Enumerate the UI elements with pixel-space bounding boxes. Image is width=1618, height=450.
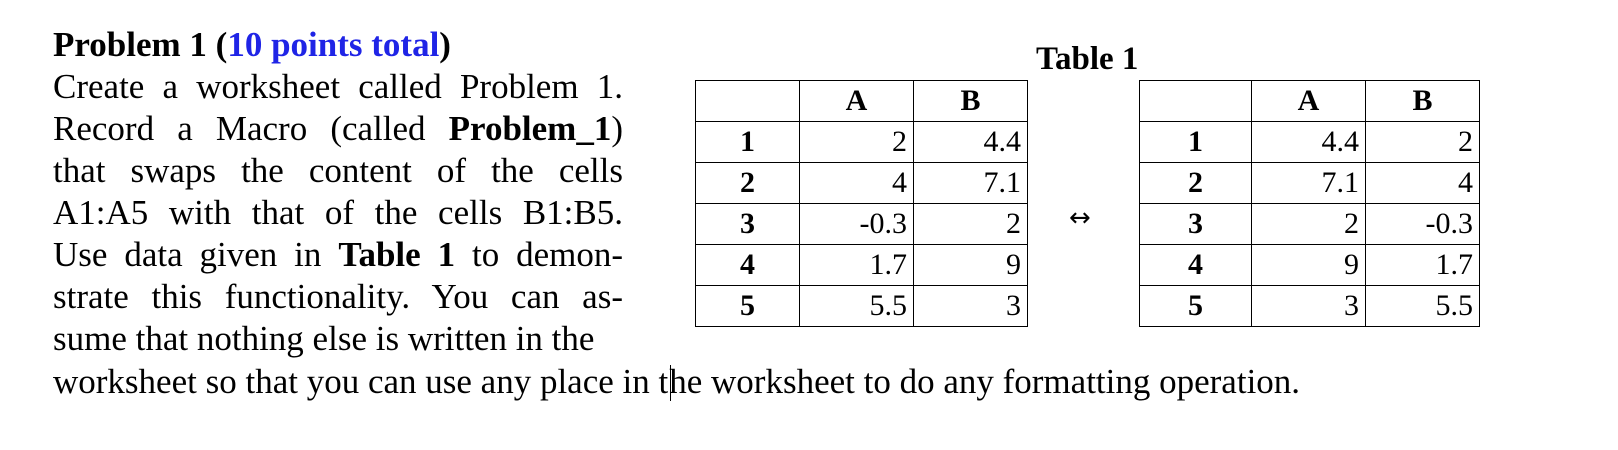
table-row — [1140, 122, 1480, 163]
column-header-a: A — [800, 81, 914, 122]
cell-b: 7.1 — [914, 163, 1028, 204]
problem-line-8-end: he worksheet to do any formatting operation. — [669, 362, 1301, 401]
row-header: 2 — [696, 163, 800, 204]
table-row — [696, 122, 1028, 163]
table-row — [1140, 163, 1480, 204]
row-header: 2 — [1140, 163, 1252, 204]
column-header-a: A — [1252, 81, 1366, 122]
cell-a: 4 — [800, 163, 914, 204]
table-row — [696, 245, 1028, 286]
cell-b: 1.7 — [1366, 245, 1480, 286]
corner-cell — [696, 81, 800, 122]
row-header: 3 — [696, 204, 800, 245]
problem-line-2-text: Record a Macro (called — [53, 109, 426, 148]
cell-b: 2 — [1366, 122, 1480, 163]
table-header-row — [1140, 81, 1480, 122]
table-reference: Table 1 — [338, 235, 456, 274]
cell-a: 7.1 — [1252, 163, 1366, 204]
cell-a: 4.4 — [1252, 122, 1366, 163]
table-after-swap — [1139, 80, 1480, 327]
corner-cell — [1140, 81, 1252, 122]
row-header: 5 — [696, 286, 800, 327]
row-header: 4 — [696, 245, 800, 286]
table-row — [696, 163, 1028, 204]
table-before-swap — [695, 80, 1028, 327]
problem-line-5-start: Use data given in — [53, 235, 322, 274]
problem-line-7: sume that nothing else is written in the — [53, 319, 595, 358]
cell-a: 1.7 — [800, 245, 914, 286]
table-row — [1140, 286, 1480, 327]
problem-line-8-start: worksheet so that you can use any place in t — [53, 362, 669, 401]
macro-name: Problem_1 — [448, 109, 612, 148]
points-total: 10 points total — [227, 25, 440, 64]
table-row — [696, 286, 1028, 327]
cell-b: 3 — [914, 286, 1028, 327]
cell-b: 4 — [1366, 163, 1480, 204]
cell-a: -0.3 — [800, 204, 914, 245]
cell-a: 5.5 — [800, 286, 914, 327]
table-row — [1140, 245, 1480, 286]
cell-a: 3 — [1252, 286, 1366, 327]
row-header: 5 — [1140, 286, 1252, 327]
problem-line-2-close: ) — [611, 109, 623, 148]
table-caption: Table 1 — [1036, 41, 1139, 77]
problem-line-6: strate this functionality. You can as- — [53, 277, 623, 316]
table-row — [1140, 204, 1480, 245]
points-close-paren: ) — [439, 25, 451, 64]
table-header-row — [696, 81, 1028, 122]
cell-a: 2 — [1252, 204, 1366, 245]
problem-heading — [53, 24, 623, 66]
column-header-b: B — [914, 81, 1028, 122]
table-row — [696, 204, 1028, 245]
cell-b: -0.3 — [1366, 204, 1480, 245]
cell-a: 9 — [1252, 245, 1366, 286]
row-header: 1 — [1140, 122, 1252, 163]
column-header-b: B — [1366, 81, 1480, 122]
points-open-paren: ( — [215, 25, 228, 64]
problem-line-5-end: to demon- — [471, 235, 624, 274]
row-header: 3 — [1140, 204, 1252, 245]
row-header: 1 — [696, 122, 800, 163]
problem-line-4: A1:A5 with that of the cells B1:B5. — [53, 193, 623, 232]
problem-line-2 — [53, 108, 623, 150]
cell-b: 2 — [914, 204, 1028, 245]
cell-b: 5.5 — [1366, 286, 1480, 327]
swap-arrow-icon: ↔ — [1069, 203, 1091, 233]
problem-line-1: Create a worksheet called Problem 1. — [53, 67, 623, 106]
row-header: 4 — [1140, 245, 1252, 286]
problem-line-3: that swaps the content of the cells — [53, 151, 623, 190]
problem-line-8 — [53, 361, 1300, 403]
cell-a: 2 — [800, 122, 914, 163]
cell-b: 4.4 — [914, 122, 1028, 163]
problem-title: Problem 1 — [53, 25, 207, 64]
problem-statement — [53, 24, 623, 360]
problem-line-5 — [53, 234, 623, 276]
cell-b: 9 — [914, 245, 1028, 286]
